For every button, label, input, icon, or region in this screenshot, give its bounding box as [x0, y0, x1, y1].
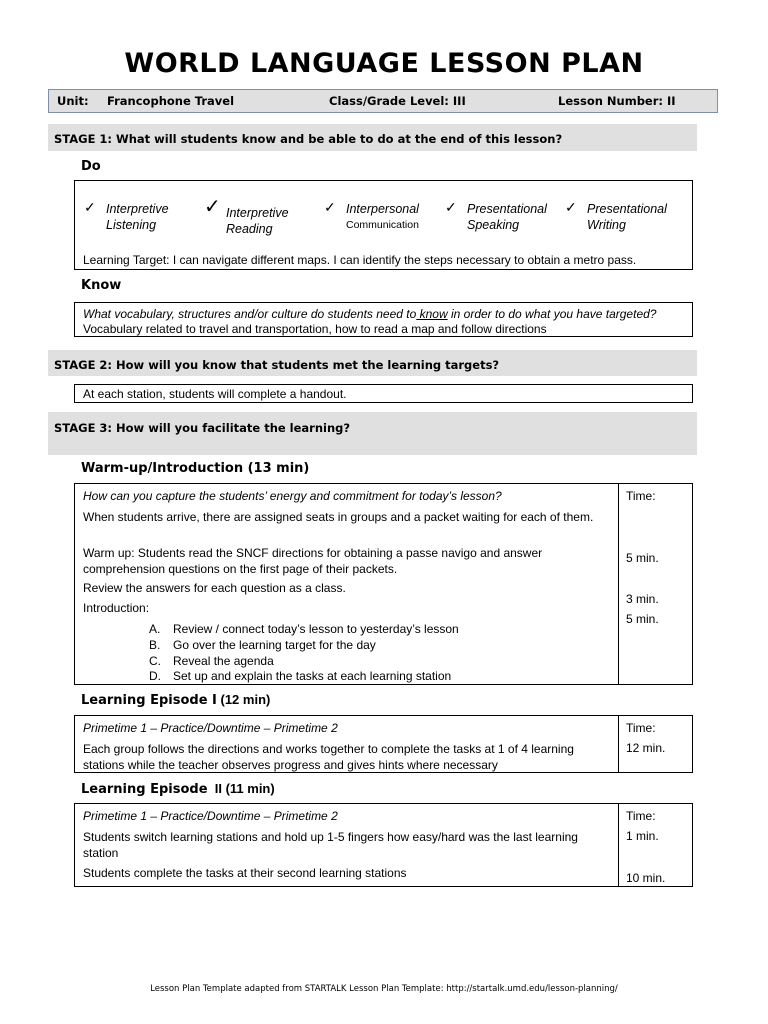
episode1-label: [81, 692, 270, 708]
unit-value: Francophone Travel: [107, 94, 235, 108]
time-value: 12 min.: [626, 741, 666, 755]
episode2-header: Primetime 1 – Practice/Downtime – Primetime 2: [83, 809, 338, 823]
skill-line2: Reading: [226, 222, 273, 236]
step-text: Review / connect today’s lesson to yesterday’s lesson: [173, 622, 459, 636]
stage2-box: [74, 384, 693, 403]
do-label: Do: [81, 159, 101, 174]
warmup-p2: Warm up: Students read the SNCF directions for obtaining a passe navigo and answer comprehension questions on the first page of their packets.: [83, 546, 543, 576]
skill-line1: Interpersonal: [346, 202, 419, 216]
column-divider: [618, 804, 619, 886]
stage3-heading: STAGE 3: How will you facilitate the learning?: [48, 412, 697, 455]
class-level: Class/Grade Level: III: [329, 94, 466, 108]
episode1-header: Primetime 1 – Practice/Downtime – Primetime 2: [83, 721, 338, 735]
stage2-answer: At each station, students will complete a handout.: [83, 387, 347, 401]
episode2-row2: Students complete the tasks at their second learning stations: [83, 866, 407, 880]
skill-line1: Presentational: [587, 202, 667, 216]
step-letter: D.: [149, 669, 161, 683]
know-question-pre: What vocabulary, structures and/or culture do students need to: [83, 307, 417, 321]
skill-line1: Interpretive: [226, 206, 289, 220]
step-letter: C.: [149, 654, 161, 668]
warmup-table: [74, 483, 693, 685]
episode2-table: [74, 803, 693, 887]
skill-interpretive-listening: [84, 199, 169, 233]
skill-line2: Writing: [587, 218, 626, 232]
episode2-label-plain: II (11 min): [207, 781, 275, 796]
know-question: [83, 307, 656, 321]
time-value: 5 min.: [626, 612, 659, 626]
skill-interpersonal-communication: [324, 199, 419, 233]
episode1-text: Each group follows the directions and works together to complete the tasks at 1 of 4 learning stations while the teacher observes progress and gives hints where necessary: [83, 742, 574, 772]
warmup-p3: Review the answers for each question as a class.: [83, 581, 346, 595]
skill-presentational-writing: [565, 199, 667, 233]
time-header: Time:: [626, 721, 656, 735]
skill-line1: Presentational: [467, 202, 547, 216]
stage1-heading: STAGE 1: What will students know and be able to do at the end of this lesson?: [48, 124, 697, 151]
learning-target: Learning Target: I can navigate different maps. I can identify the steps necessary to obtain a metro pass.: [83, 253, 637, 267]
list-item: [149, 638, 376, 652]
know-question-post: in order to do what you have targeted?: [447, 307, 657, 321]
lesson-number: Lesson Number: II: [558, 94, 676, 108]
list-item: [149, 622, 459, 636]
time-value: 10 min.: [626, 871, 666, 885]
check-icon: ✓: [204, 196, 221, 218]
skill-line2: Listening: [106, 218, 157, 232]
page-title: WORLD LANGUAGE LESSON PLAN: [124, 48, 644, 79]
time-value: 5 min.: [626, 551, 659, 565]
check-icon: ✓: [324, 199, 336, 215]
check-icon: ✓: [445, 199, 457, 215]
skill-line2: Communication: [346, 219, 419, 231]
know-answer: Vocabulary related to travel and transportation, how to read a map and follow directions: [83, 322, 547, 336]
episode2-label: [81, 781, 275, 797]
unit-info-bar: [48, 89, 718, 113]
warmup-label: Warm-up/Introduction (13 min): [81, 461, 310, 476]
time-header: Time:: [626, 489, 656, 503]
warmup-p4: Introduction:: [83, 601, 150, 615]
time-value: 3 min.: [626, 592, 659, 606]
step-text: Reveal the agenda: [173, 654, 274, 668]
episode1-label-bold: Learning Episode I: [81, 693, 217, 708]
check-icon: ✓: [565, 199, 577, 215]
unit-label: Unit:: [57, 94, 89, 108]
footer-credit: Lesson Plan Template adapted from STARTALK Lesson Plan Template: http://startalk.umd.edu/lesson-planning/: [150, 984, 618, 994]
skill-presentational-speaking: [445, 199, 547, 233]
know-box: [74, 302, 693, 337]
skill-interpretive-reading: [204, 196, 289, 237]
stage2-heading: STAGE 2: How will you know that students met the learning targets?: [48, 350, 697, 376]
step-text: Go over the learning target for the day: [173, 638, 376, 652]
episode1-label-plain: (12 min): [216, 692, 271, 707]
episode2-label-bold: Learning Episode: [81, 782, 208, 797]
time-value: 1 min.: [626, 829, 659, 843]
step-text: Set up and explain the tasks at each learning station: [173, 669, 452, 683]
know-question-underlined: know: [416, 307, 448, 321]
step-letter: A.: [149, 622, 161, 636]
warmup-question: How can you capture the students’ energy and commitment for today’s lesson?: [83, 489, 502, 503]
do-box: [74, 180, 693, 270]
episode2-row1: Students switch learning stations and hold up 1-5 fingers how easy/hard was the last learning station: [83, 830, 578, 860]
know-label: Know: [81, 278, 122, 293]
list-item: [149, 669, 452, 683]
list-item: [149, 654, 274, 668]
column-divider: [618, 484, 619, 684]
skill-line2: Speaking: [467, 218, 520, 232]
check-icon: ✓: [84, 199, 96, 215]
column-divider: [618, 716, 619, 772]
skill-line1: Interpretive: [106, 202, 169, 216]
warmup-p1: When students arrive, there are assigned seats in groups and a packet waiting for each of them.: [83, 510, 594, 524]
step-letter: B.: [149, 638, 161, 652]
episode1-table: [74, 715, 693, 773]
time-header: Time:: [626, 809, 656, 823]
